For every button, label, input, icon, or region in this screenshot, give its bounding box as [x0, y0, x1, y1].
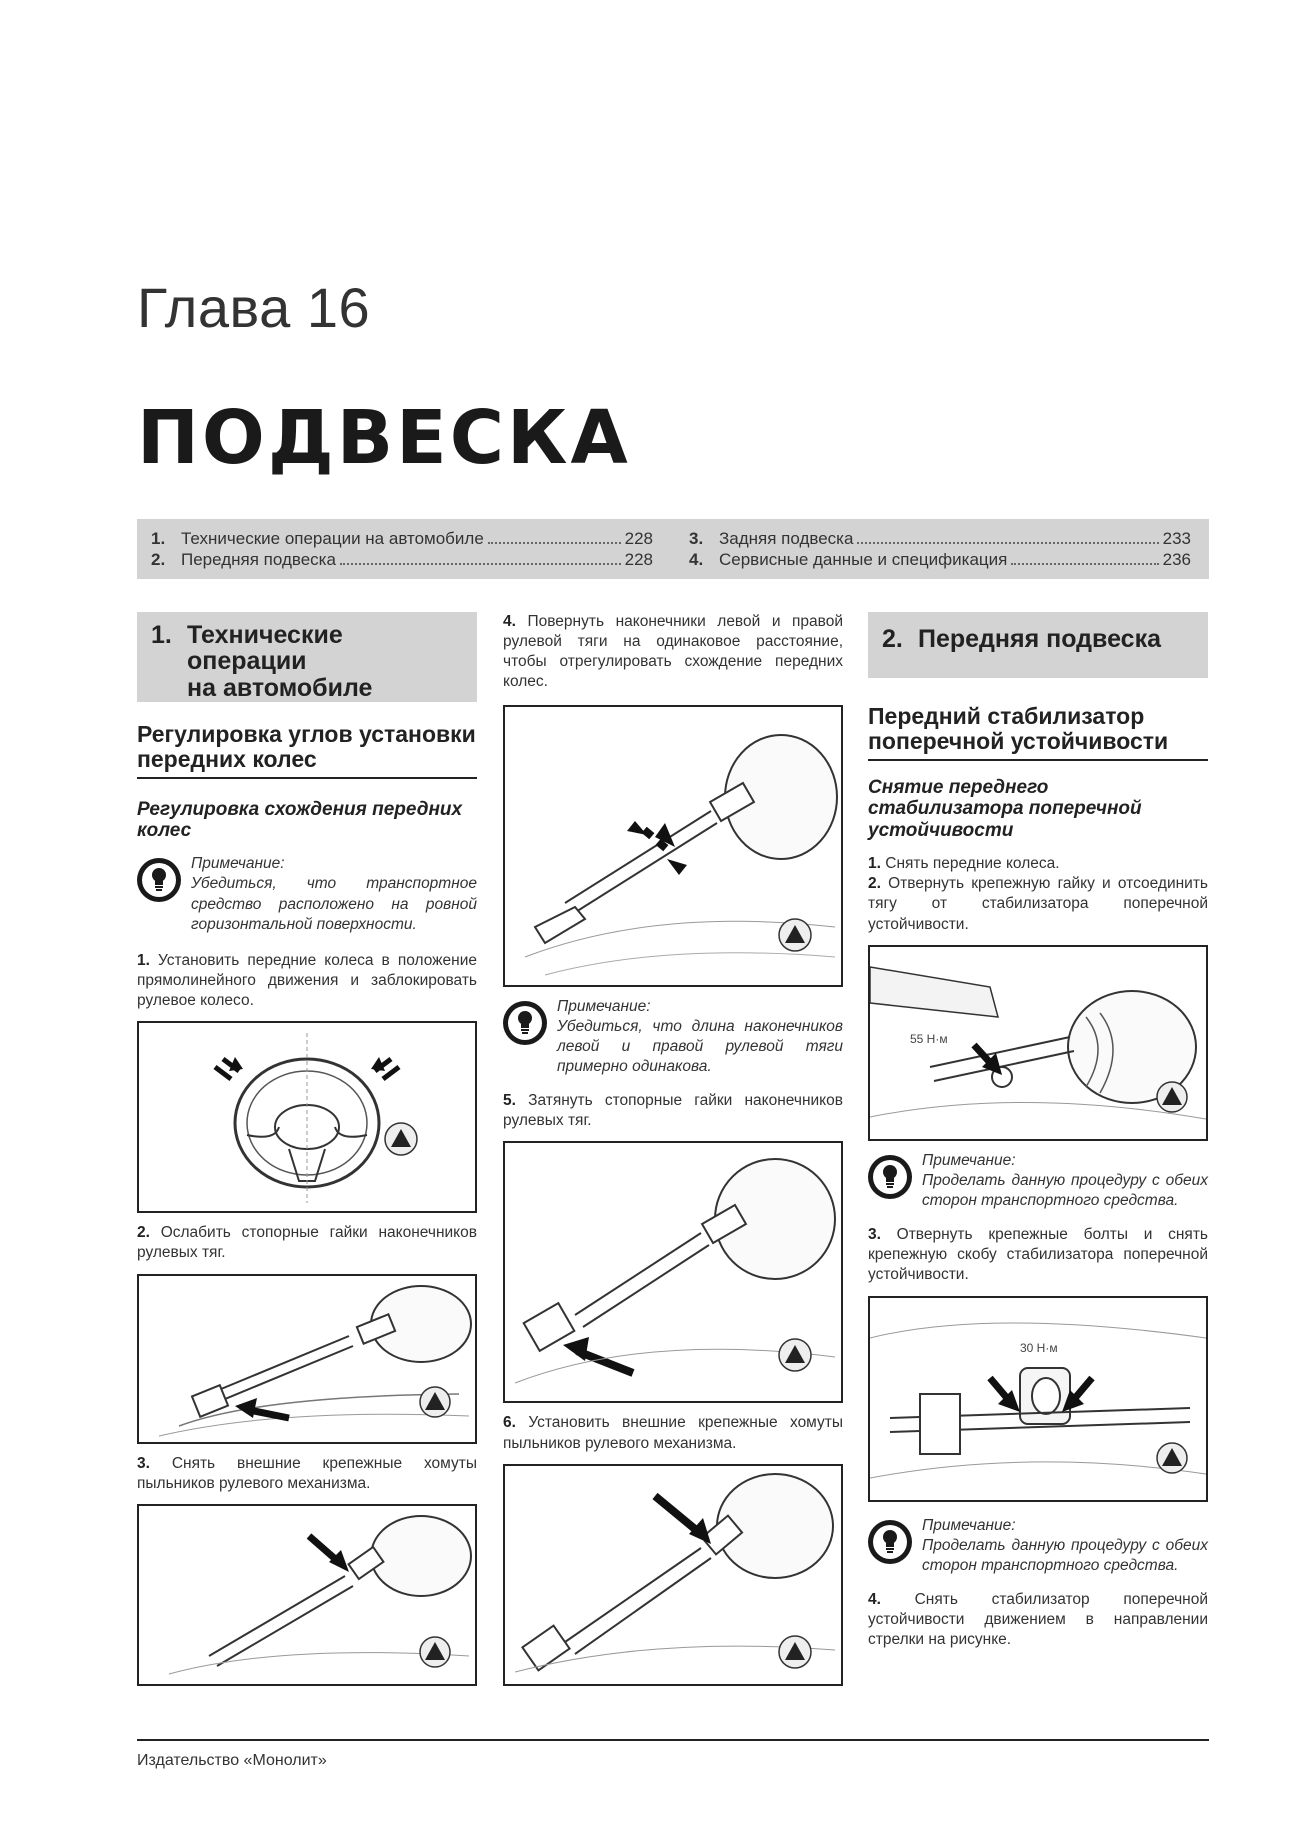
step-body: Снять передние колеса. [885, 855, 1060, 873]
toc-column-left [151, 529, 653, 571]
step-number: 1. [868, 855, 881, 873]
section-1-header [137, 612, 477, 702]
step-1-text [868, 854, 1208, 874]
step-body: Установить передние колеса в положение прямолинейного движения и заблокировать рулевое колесо. [137, 951, 478, 1010]
section-2-header [868, 612, 1208, 678]
figure-tie-rod-adjust [503, 705, 843, 987]
step-number: 5. [503, 1092, 516, 1110]
toc-entry-title: Передняя подвеска [181, 550, 336, 569]
step-3-text [137, 1454, 477, 1494]
step-number: 2. [868, 875, 881, 893]
section-title-line: Технические [187, 621, 343, 649]
step-body: Отвернуть крепежные болты и снять крепежную скобу стабилизатора поперечной устойчивости. [868, 1226, 1208, 1284]
toc-dot-leader [1011, 563, 1158, 565]
torque-value-label: 55 Н·м [910, 1031, 948, 1046]
note-text: Убедиться, что транспортное средство расположено на ровной горизонтальной поверхности. [191, 875, 477, 933]
toc-entry-page: 233 [1162, 529, 1191, 548]
step-body: Отвернуть крепежную гайку и отсоединить тягу от стабилизатора поперечной устойчивости. [868, 875, 1208, 933]
section-title: Передняя подвеска [918, 625, 1161, 653]
lightbulb-icon [503, 1001, 547, 1045]
step-number: 4. [868, 1590, 881, 1608]
toc-entry[interactable] [151, 550, 653, 571]
toc-entry-title: Сервисные данные и спецификация [719, 550, 1008, 569]
note-label: Примечание: [922, 1151, 1016, 1169]
step-number: 1. [137, 951, 150, 969]
figure-stabilizer-bracket [868, 1296, 1208, 1502]
procedure-heading: Регулировка схождения передних колес [137, 798, 463, 842]
step-number: 4. [503, 613, 516, 630]
figure-stabilizer-link [868, 945, 1208, 1141]
toc-entry-title: Задняя подвеска [719, 529, 854, 548]
note-text: Проделать данную процедуру с обеих сторон транспортного средства. [922, 1171, 1208, 1209]
step-2-text [137, 1223, 477, 1263]
figure-boot-clamp-install [503, 1464, 843, 1686]
step-body: Снять стабилизатор поперечной устойчивости движением в направлении стрелки на рисунке. [868, 1590, 1209, 1649]
toc-entry-page: 236 [1162, 550, 1191, 569]
page-title: ПОДВЕСКА [137, 395, 631, 481]
note-label: Примечание: [922, 1516, 1016, 1534]
toc-dot-leader [340, 563, 621, 565]
toc-entry[interactable] [689, 529, 1191, 550]
column-2 [503, 612, 843, 1686]
lightbulb-icon [868, 1155, 912, 1199]
step-number: 3. [137, 1454, 150, 1472]
subsection-heading: Передний стабилизатор поперечной устойчивости [868, 704, 1208, 761]
step-body: Ослабить стопорные гайки наконечников рулевых тяг. [137, 1224, 477, 1262]
figure-locknut-tighten [503, 1141, 843, 1403]
figure-steering-wheel [137, 1021, 477, 1213]
figure-boot-clamp-removal [137, 1504, 477, 1686]
step-number: 6. [503, 1414, 516, 1432]
note-block [503, 997, 843, 1078]
step-2-text [868, 874, 1208, 934]
step-5-text [503, 1091, 843, 1131]
column-3 [868, 612, 1208, 1650]
section-number: 2. [882, 625, 903, 653]
note-label: Примечание: [191, 855, 285, 873]
toc-entry-page: 228 [624, 529, 653, 548]
toc-dot-leader [488, 542, 621, 544]
step-number: 3. [868, 1226, 881, 1244]
toc-entry[interactable] [151, 529, 653, 550]
torque-value-label: 30 Н·м [1020, 1340, 1058, 1355]
publisher-footer: Издательство «Монолит» [137, 1752, 327, 1769]
section-number: 1. [151, 621, 172, 649]
footer-divider [137, 1739, 1209, 1741]
table-of-contents [137, 519, 1209, 579]
toc-entry-number: 1. [151, 529, 166, 548]
section-title-line: операции [187, 647, 307, 676]
step-body: Повернуть наконечники левой и правой рулевой тяги на одинаковое расстояние, чтобы отрегулировать схождение передних колес. [503, 613, 843, 691]
toc-entry-number: 4. [689, 550, 704, 569]
note-text: Проделать данную процедуру с обеих сторон транспортного средства. [922, 1536, 1208, 1574]
note-block [868, 1516, 1208, 1576]
toc-entry-number: 2. [151, 550, 166, 569]
toc-column-right [689, 529, 1191, 571]
toc-dot-leader [857, 542, 1158, 544]
note-text: Убедиться, что длина наконечников левой и правой рулевой тяги примерно одинакова. [557, 1017, 843, 1075]
section-title-line: на автомобиле [187, 673, 373, 702]
toc-entry-number: 3. [689, 529, 704, 548]
step-body: Снять внешние крепежные хомуты пыльников рулевого механизма. [137, 1454, 477, 1492]
note-block [137, 854, 477, 935]
step-4-text [868, 1590, 1208, 1650]
lightbulb-icon [137, 858, 181, 902]
step-1-text [137, 951, 477, 1011]
figure-tie-rod-locknut [137, 1274, 477, 1444]
toc-entry-title: Технические операции на автомобиле [181, 529, 484, 548]
note-block [868, 1151, 1208, 1211]
procedure-heading: Снятие переднего стабилизатора поперечной устойчивости [868, 776, 1142, 842]
step-6-text [503, 1413, 843, 1453]
step-3-text [868, 1225, 1208, 1285]
column-1 [137, 612, 477, 1686]
subsection-heading: Регулировка углов установки передних колес [137, 722, 477, 779]
step-body: Затянуть стопорные гайки наконечников рулевых тяг. [503, 1092, 843, 1130]
step-body: Установить внешние крепежные хомуты пыльников рулевого механизма. [503, 1414, 844, 1452]
step-number: 2. [137, 1224, 150, 1242]
toc-entry[interactable] [689, 550, 1191, 571]
toc-entry-page: 228 [624, 550, 653, 569]
note-label: Примечание: [557, 997, 651, 1015]
step-4-text [503, 612, 843, 693]
chapter-label: Глава 16 [137, 276, 371, 339]
lightbulb-icon [868, 1520, 912, 1564]
